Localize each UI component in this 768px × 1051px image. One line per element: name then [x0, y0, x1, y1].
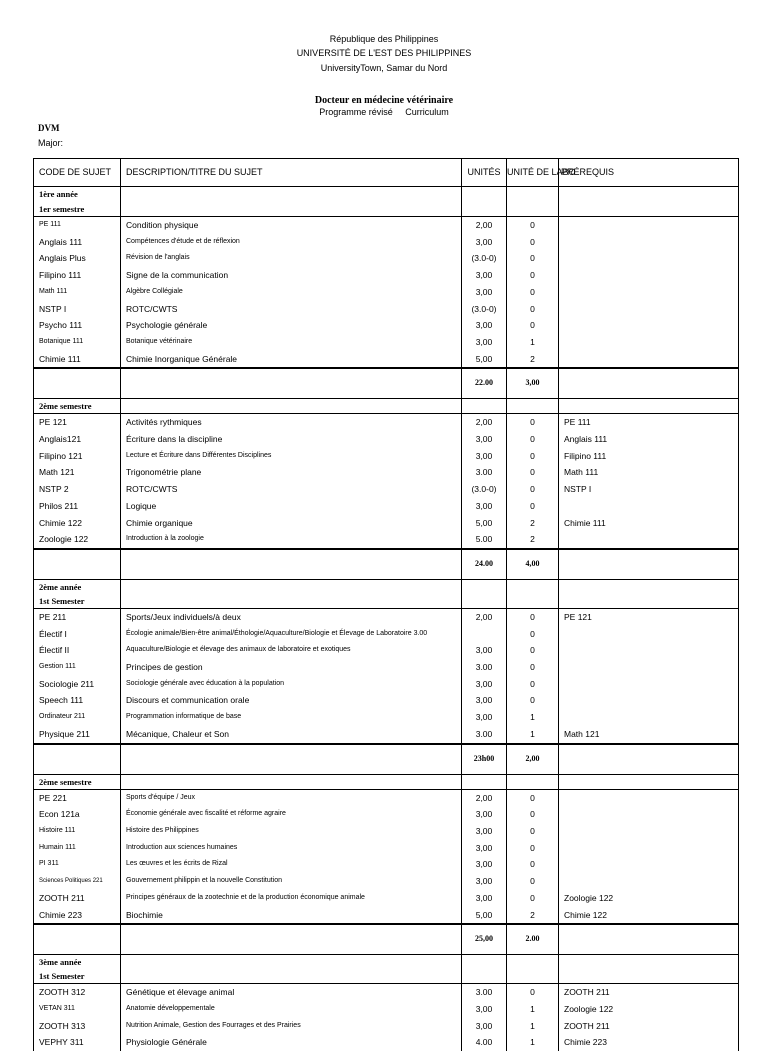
course-units: 3,00: [462, 642, 507, 659]
course-units: 3,00: [462, 334, 507, 351]
university-name: UNIVERSITÉ DE L'EST DES PHILIPPINES: [296, 48, 472, 58]
course-units: 2,00: [462, 414, 507, 431]
course-row: [34, 840, 739, 857]
course-code: Econ 121a: [34, 806, 121, 823]
course-description: Compétences d'étude et de réflexion: [121, 234, 462, 251]
course-prerequisite: [559, 234, 739, 251]
course-description: Principes généraux de la zootechnie et de la production économique animale: [121, 890, 462, 907]
course-lab-units: 1: [507, 334, 559, 351]
university-address: UniversityTown, Samar du Nord: [320, 63, 448, 73]
course-prerequisite: [559, 317, 739, 334]
course-row: [34, 267, 739, 284]
course-units: 3,00: [462, 823, 507, 840]
course-units: 3.00: [462, 984, 507, 1001]
year-row: [34, 579, 739, 594]
course-row: [34, 907, 739, 925]
course-units: 3,00: [462, 890, 507, 907]
course-row: [34, 464, 739, 481]
course-lab-units: 0: [507, 464, 559, 481]
total-units: 22.00: [462, 368, 507, 399]
course-units: 3.00: [462, 726, 507, 744]
course-row: [34, 250, 739, 267]
course-lab-units: 1: [507, 1001, 559, 1018]
course-code: ZOOTH 211: [34, 890, 121, 907]
course-row: [34, 498, 739, 515]
course-row: [34, 890, 739, 907]
course-prerequisite: [559, 692, 739, 709]
total-units: 25,00: [462, 924, 507, 955]
course-description: Discours et communication orale: [121, 692, 462, 709]
course-lab-units: 1: [507, 1034, 559, 1051]
semester-row: [34, 594, 739, 609]
major-label: Major:: [38, 138, 64, 148]
course-lab-units: 0: [507, 890, 559, 907]
course-lab-units: 0: [507, 856, 559, 873]
course-code: Philos 211: [34, 498, 121, 515]
course-prerequisite: Chimie 122: [559, 907, 739, 925]
course-prerequisite: [559, 806, 739, 823]
year-row: [34, 187, 739, 203]
course-description: Sociologie générale avec éducation à la population: [121, 676, 462, 693]
course-lab-units: 2: [507, 531, 559, 549]
course-lab-units: 0: [507, 984, 559, 1001]
course-units: 3,00: [462, 856, 507, 873]
course-code: Gestion 111: [34, 659, 121, 676]
course-units: 3,00: [462, 267, 507, 284]
course-units: 5,00: [462, 351, 507, 369]
course-code: NSTP I: [34, 301, 121, 318]
course-lab-units: 2: [507, 907, 559, 925]
course-prerequisite: Anglais 111: [559, 431, 739, 448]
course-code: Filipino 121: [34, 448, 121, 465]
course-units: 2,00: [462, 217, 507, 234]
course-description: Sports/Jeux individuels/à deux: [121, 608, 462, 625]
course-code: Math 111: [34, 284, 121, 301]
course-row: [34, 984, 739, 1001]
course-lab-units: 0: [507, 676, 559, 693]
course-description: Programmation informatique de base: [121, 709, 462, 726]
course-units: 5.00: [462, 531, 507, 549]
course-description: Introduction aux sciences humaines: [121, 840, 462, 857]
course-lab-units: 2: [507, 515, 559, 532]
course-row: [34, 515, 739, 532]
course-units: 3,00: [462, 317, 507, 334]
course-lab-units: 1: [507, 709, 559, 726]
course-code: Sociologie 211: [34, 676, 121, 693]
course-prerequisite: [559, 789, 739, 806]
col-prereq-header: PRÉREQUIS: [559, 159, 739, 187]
total-lab: 2.00: [507, 924, 559, 955]
course-description: Lecture et Écriture dans Différentes Disciplines: [121, 448, 462, 465]
course-row: [34, 823, 739, 840]
course-lab-units: 0: [507, 608, 559, 625]
course-prerequisite: [559, 642, 739, 659]
course-description: Écriture dans la discipline: [121, 431, 462, 448]
course-prerequisite: [559, 531, 739, 549]
course-description: Botanique vétérinaire: [121, 334, 462, 351]
course-prerequisite: ZOOTH 211: [559, 984, 739, 1001]
course-lab-units: 0: [507, 873, 559, 890]
total-lab: 4,00: [507, 549, 559, 580]
course-description: Écologie animale/Bien-être animal/Éthologie/Aquaculture/Biologie et Élevage de Laboratoire 3.00: [121, 626, 462, 643]
course-description: Économie générale avec fiscalité et réforme agraire: [121, 806, 462, 823]
course-description: Physiologie Générale: [121, 1034, 462, 1051]
course-units: (3.0-0): [462, 301, 507, 318]
course-units: (3.0-0): [462, 481, 507, 498]
course-description: Génétique et élevage animal: [121, 984, 462, 1001]
course-code: Physique 211: [34, 726, 121, 744]
col-units-header: UNITÉS: [462, 159, 507, 187]
course-code: VEPHY 311: [34, 1034, 121, 1051]
course-row: [34, 726, 739, 744]
course-prerequisite: PE 111: [559, 414, 739, 431]
course-code: PI 311: [34, 856, 121, 873]
course-row: [34, 676, 739, 693]
course-lab-units: 0: [507, 301, 559, 318]
course-prerequisite: [559, 250, 739, 267]
course-lab-units: 0: [507, 840, 559, 857]
course-lab-units: 0: [507, 448, 559, 465]
course-row: [34, 317, 739, 334]
course-units: 3.00: [462, 659, 507, 676]
course-prerequisite: [559, 659, 739, 676]
semester-label: 1st Semester: [34, 969, 121, 984]
semester-label: 1st Semester: [34, 594, 121, 609]
curriculum-table: [33, 158, 739, 1051]
course-code: Chimie 111: [34, 351, 121, 369]
year-label: 1ère année: [34, 187, 121, 203]
course-row: [34, 709, 739, 726]
course-lab-units: 0: [507, 267, 559, 284]
course-prerequisite: [559, 626, 739, 643]
course-units: 3,00: [462, 873, 507, 890]
country-line: République des Philippines: [329, 34, 439, 44]
course-prerequisite: [559, 823, 739, 840]
semester-row: [34, 969, 739, 984]
course-code: Psycho 111: [34, 317, 121, 334]
course-description: Algèbre Collégiale: [121, 284, 462, 301]
course-description: Trigonométrie plane: [121, 464, 462, 481]
total-lab: 3,00: [507, 368, 559, 399]
course-lab-units: 0: [507, 284, 559, 301]
course-prerequisite: [559, 873, 739, 890]
course-units: 3,00: [462, 431, 507, 448]
course-prerequisite: [559, 217, 739, 234]
course-units: 5,00: [462, 515, 507, 532]
course-row: [34, 217, 739, 234]
course-lab-units: 0: [507, 692, 559, 709]
program-title: Docteur en médecine vétérinaire: [314, 95, 454, 106]
course-lab-units: 0: [507, 217, 559, 234]
course-row: [34, 414, 739, 431]
course-code: PE 111: [34, 217, 121, 234]
course-description: Activités rythmiques: [121, 414, 462, 431]
course-row: [34, 1018, 739, 1035]
course-lab-units: 0: [507, 806, 559, 823]
course-code: PE 211: [34, 608, 121, 625]
course-code: Électif I: [34, 626, 121, 643]
course-lab-units: 1: [507, 726, 559, 744]
course-units: 3.00: [462, 464, 507, 481]
course-row: [34, 806, 739, 823]
semester-row: [34, 774, 739, 789]
year-label: 2ème année: [34, 579, 121, 594]
course-code: Filipino 111: [34, 267, 121, 284]
course-code: Histoire 111: [34, 823, 121, 840]
course-row: [34, 334, 739, 351]
course-code: Anglais Plus: [34, 250, 121, 267]
course-units: 3,00: [462, 676, 507, 693]
course-lab-units: 0: [507, 626, 559, 643]
course-code: Math 121: [34, 464, 121, 481]
course-units: 4.00: [462, 1034, 507, 1051]
course-code: Anglais 111: [34, 234, 121, 251]
course-prerequisite: Filipino 111: [559, 448, 739, 465]
course-description: Principes de gestion: [121, 659, 462, 676]
course-units: 3,00: [462, 498, 507, 515]
course-description: Gouvernement philippin et la nouvelle Constitution: [121, 873, 462, 890]
degree-label: DVM: [38, 123, 60, 133]
course-row: [34, 234, 739, 251]
course-units: 2,00: [462, 608, 507, 625]
total-row: [34, 368, 739, 399]
course-units: 3,00: [462, 448, 507, 465]
course-units: 3,00: [462, 840, 507, 857]
course-code: Zoologie 122: [34, 531, 121, 549]
course-description: Chimie organique: [121, 515, 462, 532]
course-code: Anglais121: [34, 431, 121, 448]
course-row: [34, 626, 739, 643]
semester-label: 2ème semestre: [34, 399, 121, 414]
course-code: PE 221: [34, 789, 121, 806]
course-lab-units: 0: [507, 431, 559, 448]
course-units: 3,00: [462, 709, 507, 726]
course-prerequisite: PE 121: [559, 608, 739, 625]
course-lab-units: 0: [507, 234, 559, 251]
total-row: [34, 549, 739, 580]
course-code: Speech 111: [34, 692, 121, 709]
course-units: 5,00: [462, 907, 507, 925]
course-lab-units: 0: [507, 250, 559, 267]
total-row: [34, 924, 739, 955]
col-desc-header: DESCRIPTION/TITRE DU SUJET: [121, 159, 462, 187]
course-row: [34, 481, 739, 498]
course-prerequisite: ZOOTH 211: [559, 1018, 739, 1035]
course-row: [34, 351, 739, 369]
program-subtitle: Programme révisé Curriculum: [319, 107, 449, 117]
semester-row: [34, 202, 739, 217]
course-description: Révision de l'anglais: [121, 250, 462, 267]
semester-label: 1er semestre: [34, 202, 121, 217]
course-row: [34, 856, 739, 873]
course-lab-units: 0: [507, 317, 559, 334]
course-description: Chimie Inorganique Générale: [121, 351, 462, 369]
semester-row: [34, 399, 739, 414]
course-row: [34, 789, 739, 806]
course-units: (3.0-0): [462, 250, 507, 267]
course-code: Humain 111: [34, 840, 121, 857]
course-prerequisite: [559, 334, 739, 351]
col-code-header: CODE DE SUJET: [34, 159, 121, 187]
total-lab: 2,00: [507, 744, 559, 775]
course-row: [34, 873, 739, 890]
course-code: NSTP 2: [34, 481, 121, 498]
course-prerequisite: [559, 856, 739, 873]
course-description: Anatomie développementale: [121, 1001, 462, 1018]
course-description: Histoire des Philippines: [121, 823, 462, 840]
course-lab-units: 0: [507, 642, 559, 659]
course-lab-units: 0: [507, 498, 559, 515]
course-description: Sports d'équipe / Jeux: [121, 789, 462, 806]
course-prerequisite: [559, 676, 739, 693]
course-row: [34, 692, 739, 709]
course-description: Introduction à la zoologie: [121, 531, 462, 549]
course-row: [34, 1034, 739, 1051]
col-lab-header: UNITÉ DE LABO: [507, 159, 559, 187]
course-code: Électif II: [34, 642, 121, 659]
course-lab-units: 0: [507, 481, 559, 498]
course-row: [34, 284, 739, 301]
course-units: [462, 626, 507, 643]
course-prerequisite: Chimie 111: [559, 515, 739, 532]
course-description: Biochimie: [121, 907, 462, 925]
total-row: [34, 744, 739, 775]
course-row: [34, 301, 739, 318]
course-code: Chimie 122: [34, 515, 121, 532]
course-description: Psychologie générale: [121, 317, 462, 334]
course-description: Nutrition Animale, Gestion des Fourrages et des Prairies: [121, 1018, 462, 1035]
course-code: Botanique 111: [34, 334, 121, 351]
course-description: Aquaculture/Biologie et élevage des animaux de laboratoire et exotiques: [121, 642, 462, 659]
course-row: [34, 531, 739, 549]
course-prerequisite: [559, 301, 739, 318]
course-units: 3,00: [462, 1018, 507, 1035]
course-lab-units: 2: [507, 351, 559, 369]
course-description: Condition physique: [121, 217, 462, 234]
course-prerequisite: Chimie 223: [559, 1034, 739, 1051]
course-prerequisite: [559, 709, 739, 726]
course-code: Sciences Politiques 221: [34, 873, 121, 890]
course-units: 3,00: [462, 234, 507, 251]
course-lab-units: 1: [507, 1018, 559, 1035]
course-prerequisite: Math 111: [559, 464, 739, 481]
course-units: 3,00: [462, 284, 507, 301]
course-lab-units: 0: [507, 414, 559, 431]
course-prerequisite: [559, 498, 739, 515]
course-row: [34, 642, 739, 659]
course-code: Chimie 223: [34, 907, 121, 925]
course-prerequisite: Zoologie 122: [559, 890, 739, 907]
semester-label: 2ème semestre: [34, 774, 121, 789]
course-lab-units: 0: [507, 659, 559, 676]
course-prerequisite: Zoologie 122: [559, 1001, 739, 1018]
course-description: ROTC/CWTS: [121, 481, 462, 498]
course-units: 3,00: [462, 806, 507, 823]
course-units: 2,00: [462, 789, 507, 806]
course-row: [34, 448, 739, 465]
course-code: ZOOTH 312: [34, 984, 121, 1001]
course-row: [34, 1001, 739, 1018]
course-lab-units: 0: [507, 789, 559, 806]
year-label: 3ème année: [34, 955, 121, 970]
year-row: [34, 955, 739, 970]
course-description: Les œuvres et les écrits de Rizal: [121, 856, 462, 873]
course-units: 3,00: [462, 1001, 507, 1018]
course-description: Logique: [121, 498, 462, 515]
course-description: Mécanique, Chaleur et Son: [121, 726, 462, 744]
course-description: ROTC/CWTS: [121, 301, 462, 318]
course-lab-units: 0: [507, 823, 559, 840]
course-code: Ordinateur 211: [34, 709, 121, 726]
course-description: Signe de la communication: [121, 267, 462, 284]
course-row: [34, 608, 739, 625]
course-units: 3,00: [462, 692, 507, 709]
total-units: 24.00: [462, 549, 507, 580]
course-code: VETAN 311: [34, 1001, 121, 1018]
course-row: [34, 659, 739, 676]
course-prerequisite: [559, 840, 739, 857]
total-units: 23h00: [462, 744, 507, 775]
table-header-row: [34, 159, 739, 187]
course-prerequisite: NSTP I: [559, 481, 739, 498]
course-row: [34, 431, 739, 448]
course-prerequisite: [559, 267, 739, 284]
course-code: PE 121: [34, 414, 121, 431]
course-code: ZOOTH 313: [34, 1018, 121, 1035]
course-prerequisite: Math 121: [559, 726, 739, 744]
course-prerequisite: [559, 351, 739, 369]
course-prerequisite: [559, 284, 739, 301]
